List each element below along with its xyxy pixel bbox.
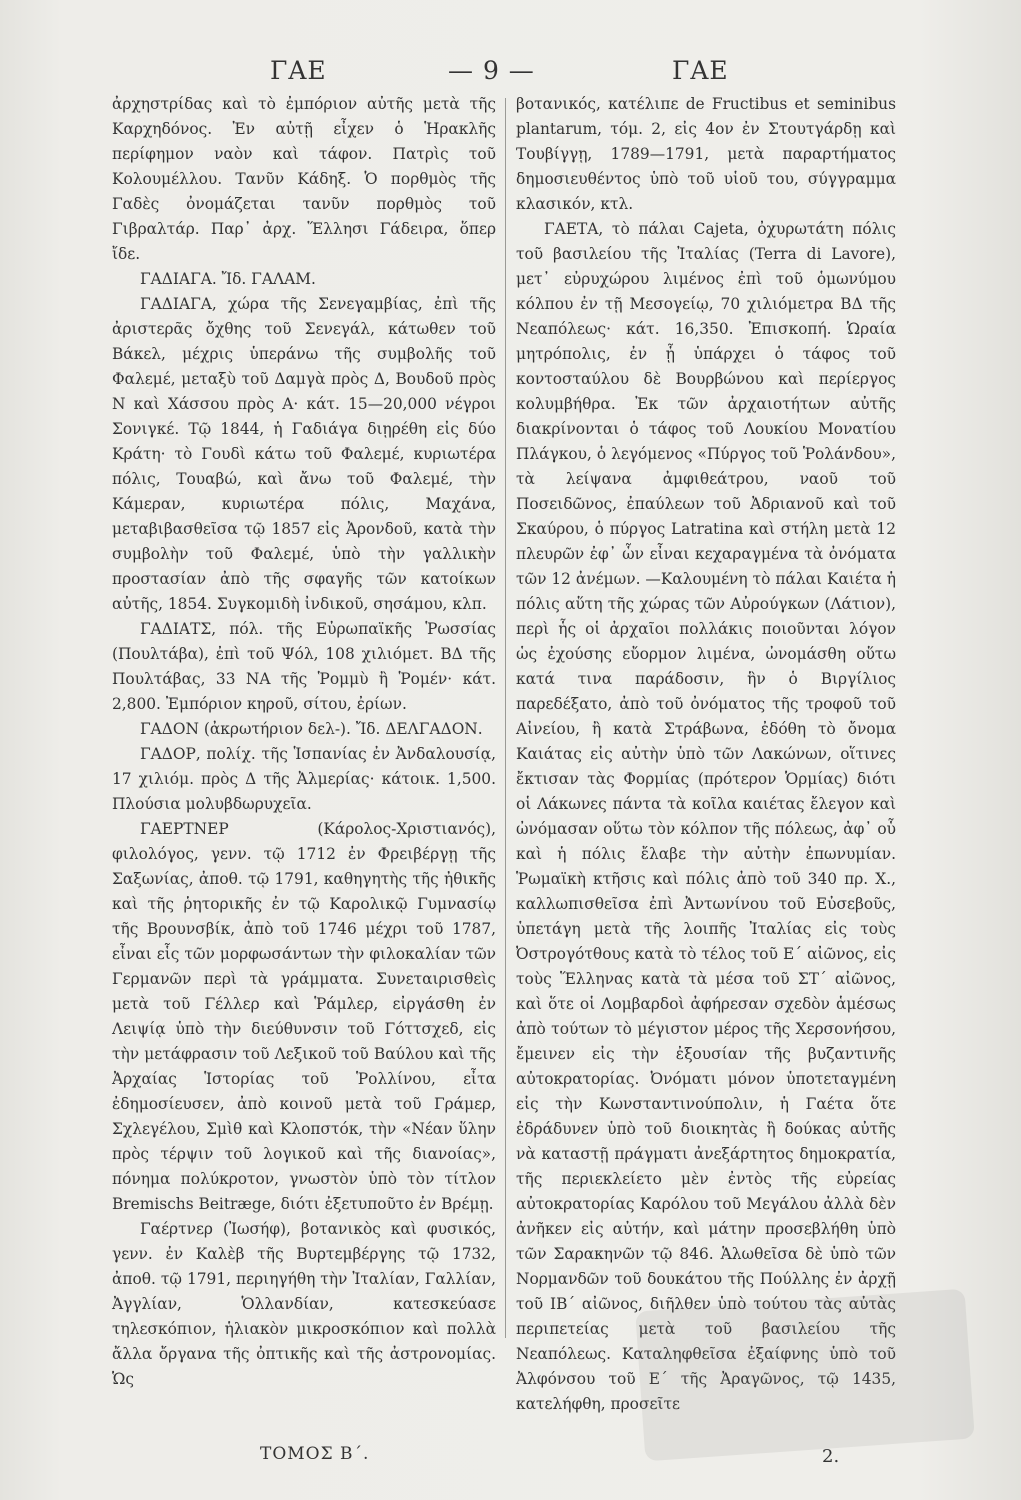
- right-column: [516, 92, 896, 1417]
- entry-text: ἀρχηστρίδας καὶ τὸ ἐμπόριον αὐτῆς μετὰ τῆς Καρχηδόνος. Ἐν αὐτῇ εἶχεν ὁ Ἡρακλῆς περίφημον ναὸν καὶ τάφον. Πατρὶς τοῦ Κολουμέλλου. Τανῦν Κάδηξ. Ὁ πορθμὸς τῆς Γαδὲς ὀνομάζεται τανῦν πορθμὸς τοῦ Γιβραλτάρ. Παρ᾽ ἀρχ. Ἕλλησι Γάδειρα, ὅπερ ἴδε.: [112, 95, 496, 263]
- entry-text: ΓΑΕΤΑ, τὸ πάλαι Cajeta, ὀχυρωτάτη πόλις τοῦ βασιλείου τῆς Ἰταλίας (Terra di Lavore), μετ᾽ εὐρυχώρου λιμένος ἐπὶ τοῦ ὁμωνύμου κόλπου ἐν τῇ Μεσογείῳ, 70 χιλιόμετρα ΒΔ τῆς Νεαπόλεως· κάτ. 16,350. Ἐπισκοπή. Ὡραία μητρόπολις, ἐν ᾗ ὑπάρχει ὁ τάφος τοῦ κοντοσταύλου δὲ Βουρβώνου καὶ περίεργος κολυμβήθρα. Ἐκ τῶν ἀρχαιοτήτων αὐτῆς διακρίνονται ὁ τάφος τοῦ Λουκίου Μονατίου Πλάγκου, ὁ λεγόμενος «Πύργος τοῦ Ῥολάνδου», τὰ λείψανα ἀμφιθεάτρου, ναοῦ τοῦ Ποσειδῶνος, ἐπαύλεων τοῦ Ἀδριανοῦ καὶ τοῦ Σκαύρου, ὁ πύργος Latratina καὶ στήλη μετὰ 12 πλευρῶν ἐφ᾽ ὧν εἶναι κεχαραγμένα τὰ ὀνόματα τῶν 12 ἀνέμων. —Καλουμένη τὸ πάλαι Καιέτα ἡ πόλις αὕτη τῆς χώρας τῶν Αὐρούγκων (Λάτιον), περὶ ἧς οἱ ἀρχαῖοι πολλάκις ποιοῦνται λόγον ὡς ἐχούσης εὔορμον λιμένα, ὠνομάσθη οὕτω κατά τινα παράδοσιν, ἣν ὁ Βιργίλιος παρεδέξατο, ἀπὸ τοῦ ὀνόματος τῆς τροφοῦ τοῦ Αἰνείου, ἢ κατὰ Στράβωνα, ἐδόθη τὸ ὄνομα Καιάτας εἰς αὐτὴν ὑπὸ τῶν Λακώνων, οἵτινες ἔκτισαν τὰς Φορμίας (πρότερον Ὁρμίας) διότι οἱ Λάκωνες πάντα τὰ κοῖλα καιέτας ἔλεγον καὶ ὠνόμασαν οὕτω τὸν κόλπον τῆς πόλεως, ἀφ᾽ οὗ καὶ ἡ πόλις ἔλαβε τὴν αὐτὴν ἐπωνυμίαν. Ῥωμαϊκὴ κτῆσις καὶ πόλις ἀπὸ τοῦ 340 πρ. Χ., καλλωπισθεῖσα ἐπὶ Ἀντωνίνου τοῦ Εὐσεβοῦς, ὑπετάγη μετὰ τῆς λοιπῆς Ἰταλίας εἰς τοὺς Ὀστρογότθους κατὰ τὸ τέλος τοῦ Ε´ αἰῶνος, εἰς τοὺς Ἕλληνας κατὰ τὰ μέσα τοῦ ΣΤ´ αἰῶνος, καὶ ὅτε οἱ Λομβαρδοὶ ἀφήρεσαν σχεδὸν ἁμέσως ἀπὸ τούτων τὸ μέγιστον μέρος τῆς Χερσονήσου, ἔμεινεν εἰς τὴν ἐξουσίαν τῆς βυζαντινῆς αὐτοκρατορίας. Ὀνόματι μόνον ὑποτεταγμένη εἰς τὴν Κωνσταντινούπολιν, ἡ Γαέτα ὅτε ἐδράδυνεν ὑπὸ τοῦ διοικητὰς ἢ δούκας αὐτῆς νὰ καταστῇ πράγματι ἀνεξάρτητος δημοκρατία, τῆς περιεκλείετο μὲν ἐντὸς τῆς εὐρείας αὐτοκρατορίας Καρόλου τοῦ Μεγάλου ἀλλὰ δὲν ἀνῆκεν εἰς αὐτήν, καὶ μάτην προσεβλήθη ὑπὸ τῶν Σαρακηνῶν τῷ 846. Ἁλωθεῖσα δὲ ὑπὸ τῶν Νορμανδῶν τοῦ δουκάτου τῆς Πούλλης ἐν ἀρχῇ τοῦ ΙΒ´ αἰῶνος, διῆλθεν ὑπὸ τούτου τὰς αὐτὰς περιπετείας μετὰ τοῦ βασιλείου τῆς Νεαπόλεως. Καταληφθεῖσα ἐξαίφνης ὑπὸ τοῦ Ἀλφόνσου τοῦ Ε´ τῆς Ἀραγῶνος, τῷ 1435, κατελήφθη, προσεῖτε: [516, 220, 896, 1413]
- entry-text: ΓΑΔΟΝ (ἀκρωτήριον δελ-). Ἴδ. ΔΕΛΓΑΔΟΝ.: [140, 720, 483, 738]
- left-column: [112, 92, 496, 1392]
- column-divider: [505, 98, 506, 1338]
- entry-text: ΓΑΔΙΑΓΑ. Ἴδ. ΓΑΛΑΜ.: [140, 270, 316, 288]
- entry-text: βοτανικός, κατέλιπε de Fructibus et seminibus plantarum, τόμ. 2, εἰς 4ον ἐν Στουτγάρδῃ καὶ Τουβίγγῃ, 1789—1791, μετὰ παραρτήματος δημοσιευθέντος ὑπὸ τοῦ υἱοῦ του, σύγγραμμα κλασικόν, κτλ.: [516, 95, 896, 213]
- entry-text: ΓΑΔΟΡ, πολίχ. τῆς Ἱσπανίας ἐν Ἀνδαλουσίᾳ, 17 χιλιόμ. πρὸς Δ τῆς Ἀλμερίας· κάτοικ. 1,500. Πλούσια μολυβδωρυχεῖα.: [112, 745, 496, 813]
- header-left-word: ΓΑΕ: [270, 56, 327, 85]
- signature-mark: 2.: [822, 1446, 840, 1467]
- entry-text: ΓΑΔΙΑΓΑ, χώρα τῆς Σενεγαμβίας, ἐπὶ τῆς ἀριστερᾶς ὄχθης τοῦ Σενεγάλ, κάτωθεν τοῦ Βάκελ, μέχρις ὑπεράνω τῆς συμβολῆς τοῦ Φαλεμέ, μεταξὺ τοῦ Δαμγὰ πρὸς Δ, Βουδοῦ πρὸς Ν καὶ Χάσσου πρὸς Α· κάτ. 15—20,000 νέγροι Σονιγκέ. Τῷ 1844, ἡ Γαδιάγα διῃρέθη εἰς δύο Κράτη· τὸ Γουδὶ κάτω τοῦ Φαλεμέ, κυριωτέρα πόλις, Τουαβώ, καὶ ἄνω τοῦ Φαλεμέ, τὴν Κάμεραν, κυριωτέρα πόλις, Μαχάνα, μεταβιβασθεῖσα τῷ 1857 εἰς Ἀρονδοῦ, κατὰ τὴν συμβολὴν τοῦ Φαλεμέ, ὑπὸ τὴν γαλλικὴν προστασίαν ἀπὸ τῆς σφαγῆς τῶν κατοίκων αὐτῆς, 1854. Συγκομιδὴ ἰνδικοῦ, σησάμου, κλπ.: [112, 295, 496, 613]
- volume-label: ΤΟΜΟΣ Β΄.: [260, 1444, 370, 1464]
- entry-text: ΓΑΔΙΑΤΣ, πόλ. τῆς Εὐρωπαϊκῆς Ῥωσσίας (Πουλτάβα), ἐπὶ τοῦ Ψόλ, 108 χιλιόμετ. ΒΔ τῆς Πουλτάβας, 33 ΝΑ τῆς Ῥομμὺ ἢ Ῥομέν· κάτ. 2,800. Ἐμπόριον κηροῦ, σίτου, ἐρίων.: [112, 620, 496, 713]
- entry-text: Γαέρτνερ (Ἰωσήφ), βοτανικὸς καὶ φυσικός, γενν. ἐν Καλὲβ τῆς Βυρτεμβέργης τῷ 1732, ἀποθ. τῷ 1791, περιηγήθη τὴν Ἰταλίαν, Γαλλίαν, Ἀγγλίαν, Ὁλλανδίαν, κατεσκεύασε τηλεσκόπιον, ἡλιακὸν μικροσκόπιον καὶ πολλὰ ἄλλα ὄργανα τῆς ὀπτικῆς καὶ τῆς ἀστρονομίας. Ὡς: [112, 1220, 496, 1388]
- entry-text: ΓΑΕΡΤΝΕΡ (Κάρολος-Χριστιανός), φιλολόγος, γενν. τῷ 1712 ἐν Φρειβέργῃ τῆς Σαξωνίας, ἀποθ. τῷ 1791, καθηγητὴς τῆς ἠθικῆς καὶ τῆς ῥητορικῆς ἐν τῷ Καρολικῷ Γυμνασίῳ τῆς Βρουνσβίκ, ἀπὸ τοῦ 1746 μέχρι τοῦ 1787, εἶναι εἷς τῶν μορφωσάντων τὴν φιλοκαλίαν τῶν Γερμανῶν περὶ τὰ γράμματα. Συνεταιρισθεὶς μετὰ τοῦ Γέλλερ καὶ Ῥάμλερ, εἰργάσθη ἐν Λειψίᾳ ὑπὸ τὴν διεύθυνσιν τοῦ Γόττσχεδ, εἰς τὴν μετάφρασιν τοῦ Λεξικοῦ τοῦ Βαύλου καὶ τῆς Ἀρχαίας Ἱστορίας τοῦ Ῥολλίνου, εἶτα ἐδημοσίευσεν, ἀπὸ κοινοῦ μετὰ τοῦ Γράμερ, Σχλεγέλου, Σμὶθ καὶ Κλοπστόκ, τὴν «Νέαν ὕλην πρὸς τέρψιν τοῦ λογικοῦ καὶ τῆς διανοίας», πόνημα πολύκροτον, γνωστὸν ὑπὸ τὸν τίτλον Bremischs Beitræge, διότι ἐξετυποῦτο ἐν Βρέμῃ.: [112, 820, 496, 1213]
- library-stamp-mark: [635, 1289, 975, 1462]
- header-right-word: ΓΑΕ: [672, 56, 729, 85]
- page-number: — 9 —: [448, 56, 535, 85]
- running-header: [0, 56, 1021, 96]
